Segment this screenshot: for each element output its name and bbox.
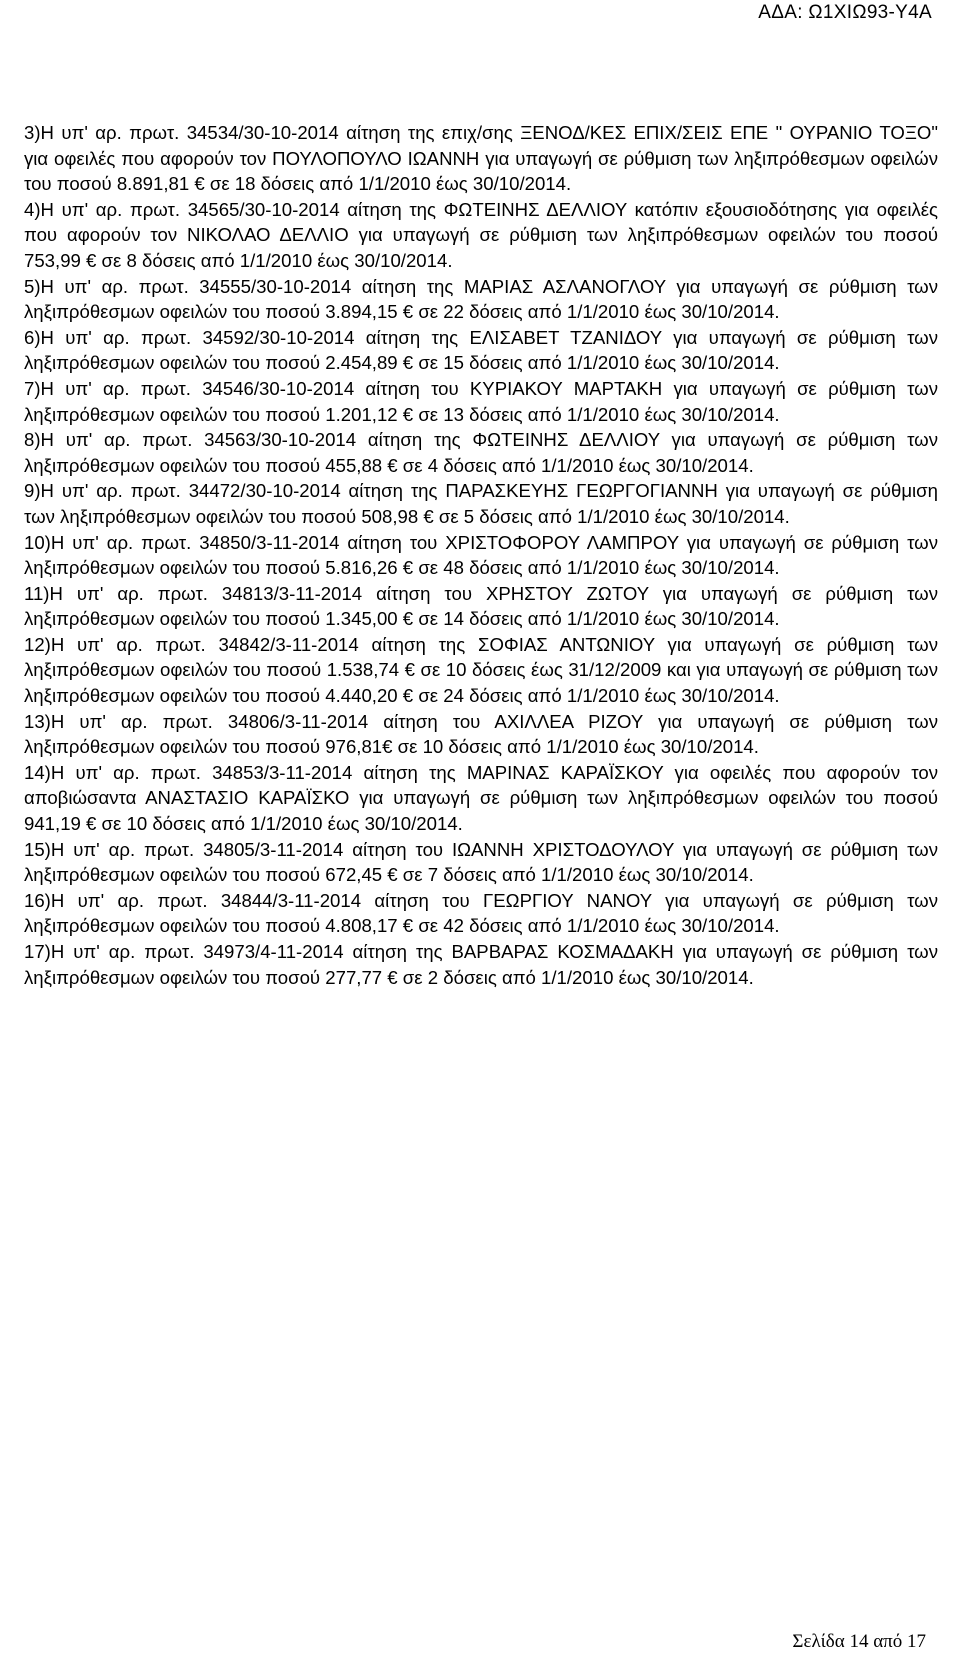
list-item-10: 10)Η υπ' αρ. πρωτ. 34850/3-11-2014 αίτηση του ΧΡΙΣΤΟΦΟΡΟΥ ΛΑΜΠΡΟΥ για υπαγωγή σε ρύθμιση των ληξιπρόθεσμων οφειλών του ποσού 5.816,26 € σε 48 δόσεις από 1/1/2010 έως 30/10/2014.	[24, 531, 938, 579]
list-item-14: 14)Η υπ' αρ. πρωτ. 34853/3-11-2014 αίτηση της ΜΑΡΙΝΑΣ ΚΑΡΑΪΣΚΟΥ για οφειλές που αφορούν τον αποβιώσαντα ΑΝΑΣΤΑΣΙΟ ΚΑΡΑΪΣΚΟ για υπαγωγή σε ρύθμιση των ληξιπρόθεσμων οφειλών του ποσού 941,19 € σε 10 δόσεις από 1/1/2010 έως 30/10/2014.	[24, 761, 938, 835]
list-item-17: 17)Η υπ' αρ. πρωτ. 34973/4-11-2014 αίτηση της ΒΑΡΒΑΡΑΣ ΚΟΣΜΑΔΑΚΗ για υπαγωγή σε ρύθμιση των ληξιπρόθεσμων οφειλών του ποσού 277,77 € σε 2 δόσεις από 1/1/2010 έως 30/10/2014.	[24, 941, 938, 988]
document-body	[24, 120, 938, 990]
page-number: Σελίδα 14 από 17	[792, 1631, 926, 1652]
list-item-16: 16)Η υπ' αρ. πρωτ. 34844/3-11-2014 αίτηση του ΓΕΩΡΓΙΟΥ ΝΑΝΟΥ για υπαγωγή σε ρύθμιση των ληξιπρόθεσμων οφειλών του ποσού 4.808,17 € σε 42 δόσεις από 1/1/2010 έως 30/10/2014.	[24, 889, 938, 937]
list-item-11: 11)Η υπ' αρ. πρωτ. 34813/3-11-2014 αίτηση του ΧΡΗΣΤΟΥ ΖΩΤΟΥ για υπαγωγή σε ρύθμιση των ληξιπρόθεσμων οφειλών του ποσού 1.345,00 € σε 14 δόσεις από 1/1/2010 έως 30/10/2014.	[24, 582, 938, 630]
ada-code: ΑΔΑ: Ω1ΧΙΩ93-Υ4Α	[758, 2, 932, 23]
list-item-12: 12)Η υπ' αρ. πρωτ. 34842/3-11-2014 αίτηση της ΣΟΦΙΑΣ ΑΝΤΩΝΙΟΥ για υπαγωγή σε ρύθμιση των ληξιπρόθεσμων οφειλών του ποσού 1.538,74 € σε 10 δόσεις έως 31/12/2009 και για υπαγωγή σε ρύθμιση των ληξιπρόθεσμων οφειλών του ποσού 4.440,20 € σε 24 δόσεις από 1/1/2010 έως 30/10/2014.	[24, 633, 938, 707]
list-item-6: 6)Η υπ' αρ. πρωτ. 34592/30-10-2014 αίτηση της ΕΛΙΣΑΒΕΤ ΤΖΑΝΙΔΟΥ για υπαγωγή σε ρύθμιση των ληξιπρόθεσμων οφειλών του ποσού 2.454,89 € σε 15 δόσεις από 1/1/2010 έως 30/10/2014.	[24, 326, 938, 374]
list-item-7: 7)Η υπ' αρ. πρωτ. 34546/30-10-2014 αίτηση του ΚΥΡΙΑΚΟΥ ΜΑΡΤΑΚΗ για υπαγωγή σε ρύθμιση των ληξιπρόθεσμων οφειλών του ποσού 1.201,12 € σε 13 δόσεις από 1/1/2010 έως 30/10/2014.	[24, 377, 938, 425]
list-item-15: 15)Η υπ' αρ. πρωτ. 34805/3-11-2014 αίτηση του ΙΩΑΝΝΗ ΧΡΙΣΤΟΔΟΥΛΟΥ για υπαγωγή σε ρύθμιση των ληξιπρόθεσμων οφειλών του ποσού 672,45 € σε 7 δόσεις από 1/1/2010 έως 30/10/2014.	[24, 838, 938, 886]
list-item-4: 4)Η υπ' αρ. πρωτ. 34565/30-10-2014 αίτηση της ΦΩΤΕΙΝΗΣ ΔΕΛΛΙΟΥ κατόπιν εξουσιοδότησης για οφειλές που αφορούν τον ΝΙΚΟΛΑΟ ΔΕΛΛΙΟ για υπαγωγή σε ρύθμιση των ληξιπρόθεσμων οφειλών του ποσού 753,99 € σε 8 δόσεις από 1/1/2010 έως 30/10/2014.	[24, 198, 938, 271]
list-item-9: 9)Η υπ' αρ. πρωτ. 34472/30-10-2014 αίτηση της ΠΑΡΑΣΚΕΥΗΣ ΓΕΩΡΓΟΓΙΑΝΝΗ για υπαγωγή σε ρύθμιση των ληξιπρόθεσμων οφειλών του ποσού 508,98 € σε 5 δόσεις από 1/1/2010 έως 30/10/2014.	[24, 480, 938, 527]
list-item-8: 8)Η υπ' αρ. πρωτ. 34563/30-10-2014 αίτηση της ΦΩΤΕΙΝΗΣ ΔΕΛΛΙΟΥ για υπαγωγή σε ρύθμιση των ληξιπρόθεσμων οφειλών του ποσού 455,88 € σε 4 δόσεις από 1/1/2010 έως 30/10/2014.	[24, 429, 938, 476]
list-item-3: 3)Η υπ' αρ. πρωτ. 34534/30-10-2014 αίτηση της επιχ/σης ΞΕΝΟΔ/ΚΕΣ ΕΠΙΧ/ΣΕΙΣ ΕΠΕ " ΟΥΡΑΝΙΟ ΤΟΞΟ" για οφειλές που αφορούν τον ΠΟΥΛΟΠΟΥΛΟ ΙΩΑΝΝΗ για υπαγωγή σε ρύθμιση των ληξιπρόθεσμων οφειλών του ποσού 8.891,81 € σε 18 δόσεις από 1/1/2010 έως 30/10/2014.	[24, 122, 938, 195]
list-item-5: 5)Η υπ' αρ. πρωτ. 34555/30-10-2014 αίτηση της ΜΑΡΙΑΣ ΑΣΛΑΝΟΓΛΟΥ για υπαγωγή σε ρύθμιση των ληξιπρόθεσμων οφειλών του ποσού 3.894,15 € σε 22 δόσεις από 1/1/2010 έως 30/10/2014.	[24, 275, 938, 323]
list-item-13: 13)Η υπ' αρ. πρωτ. 34806/3-11-2014 αίτηση του ΑΧΙΛΛΕΑ ΡΙΖΟΥ για υπαγωγή σε ρύθμιση των ληξιπρόθεσμων οφειλών του ποσού 976,81€ σε 10 δόσεις από 1/1/2010 έως 30/10/2014.	[24, 710, 938, 758]
